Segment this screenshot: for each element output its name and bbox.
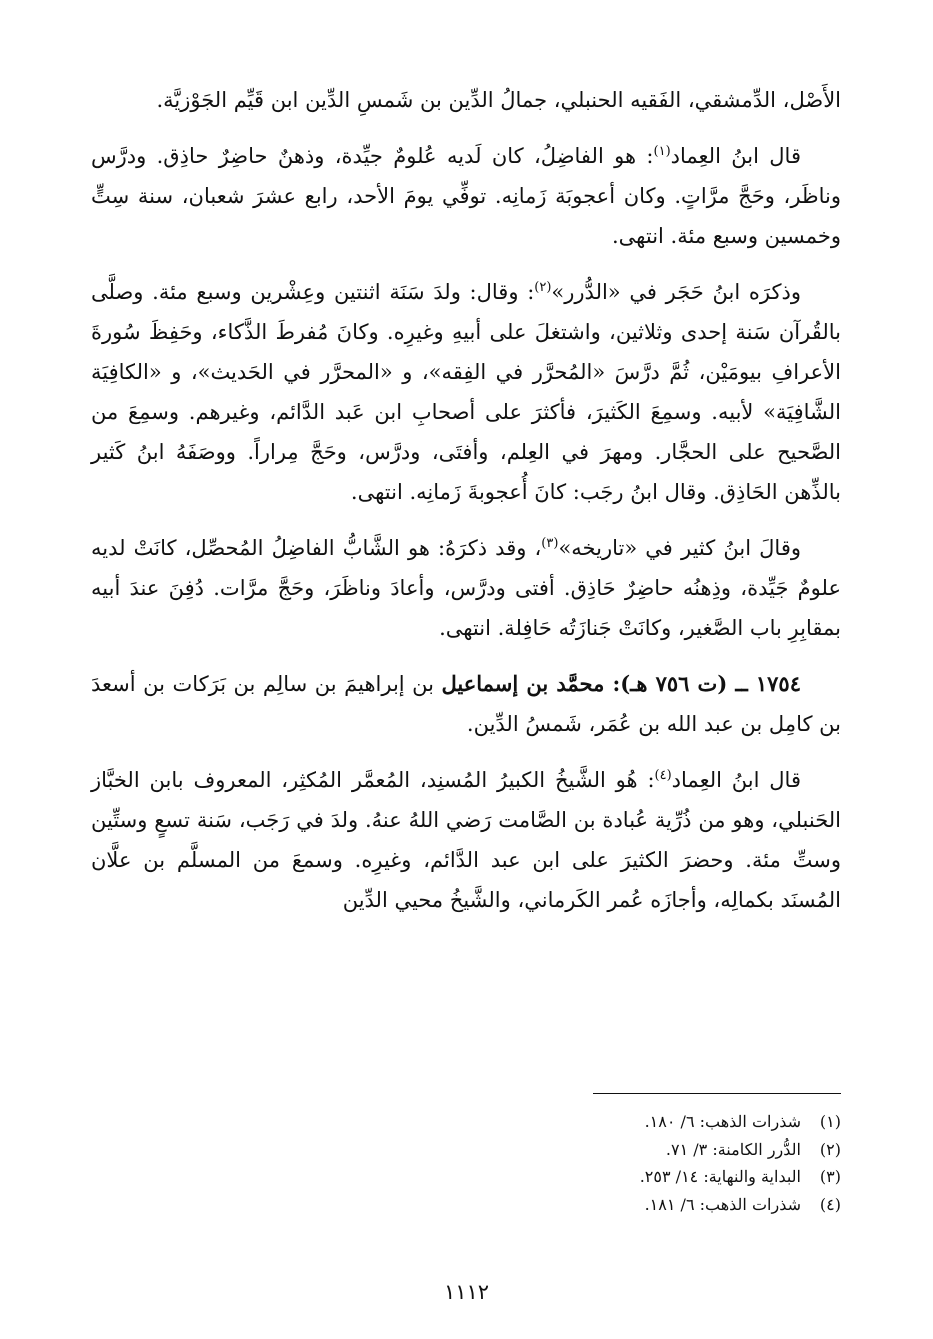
main-text [91,80,841,920]
footnote-number: (٢) [819,1139,841,1159]
paragraph-text: قال ابنُ العِماد [671,768,801,792]
footnote-4 [341,1191,841,1219]
footnote-number: (٤) [819,1194,841,1214]
paragraph-text: : هُو الشَّيخُ الكبيرُ المُسنِد، المُعمَّر المُكثِر، المعروف بابن الخبَّاز الحَنبلي، وهو من ذُرِّية عُبادة بن الصَّامت رَضي اللهُ عنهُ. ولدَ في رَجَب، سَنة تسعٍ وستِّين وستِّ مئة. وحضرَ الكثيرَ على ابن عبد الدَّائم، وغيرِه. وسمعَ من المسلَّم بن علَّان المُسنَد بكمالِه، وأجازَه عُمر الكَرماني، والشَّيخُ محيي الدِّين [91,768,841,912]
footnote-text: الدُّرر الكامنة: ٣/ ٧١. [665,1139,801,1159]
footnote-divider [593,1093,841,1094]
footnote-1 [341,1108,841,1136]
footnote-text: شذرات الذهب: ٦/ ١٨٠. [644,1112,801,1131]
footnote-ref-1: (١) [653,144,671,159]
paragraph-text: وذكرَه ابنُ حَجَر في «الدُّرر» [551,280,801,304]
paragraph-text: : وقال: ولدَ سَنَة اثنتين وعِشْرين وسبع مئة. وصلَّى بالقُرآن سَنة إحدى وثلاثين، واشتغلَ على أبيهِ وغيرِه. وكانَ مُفرطَ الذَّكاء، وحَفِظَ سُورةَ الأعرافِ بيومَيْن، ثُمَّ درَّسَ «المُحرَّر في الفِقه»، و «المحرَّر في الحَديث»، و «الكافِيَة الشَّافِيَة» لأبيه. وسمِعَ الكَثيرَ، فأكثرَ على أصحابِ ابن عَبد الدَّائم، وغيرهم. وسمِعَ من الصَّحيح على الحجَّار. ومهرَ في العِلم، وأفتَى، ودرَّس، وحَجَّ مِراراً. ووصَفَهُ ابنُ كَثير بالذِّهن الحَاذِق. وقال ابنُ رجَب: كانَ أُعجوبةَ زَمانِه. انتهى. [91,280,841,504]
footnote-number: (١) [819,1112,841,1131]
paragraph-text: الأَصْل، الدِّمشقي، الفَقيه الحنبلي، جمالُ الدِّين بن شَمسِ الدِّين ابن قَيِّم الجَوْزيَّة. [156,88,841,112]
page-number: ١١١٢ [443,1280,490,1304]
footnote-ref-3: (٣) [541,536,559,551]
paragraph-text: ، وقد ذكرَهُ: هو الشَّابُّ الفاضِلُ المُحصِّل، كانَتْ لديه علومٌ جَيِّدة، وذِهنُه حاضِرٌ حَاذِق. أفتى ودرَّس، وأعادَ وناظَرَ، وحَجَّ مرَّات. دُفِنَ عندَ أبيه بمقابِرِ باب الصَّغير، وكانَتْ جَنازَتُه حَافِلة. انتهى. [91,536,841,640]
paragraph-6 [91,760,841,920]
paragraph-text: قال ابنُ العِماد [670,144,801,168]
footnote-text: البداية والنهاية: ١٤/ ٢٥٣. [639,1167,801,1186]
footnote-number: (٣) [819,1167,841,1186]
paragraph-2 [91,136,841,256]
entry-heading: ١٧٥٤ ــ (ت ٧٥٦ هـ): محمَّد بن إسماعيل [441,671,801,696]
paragraph-text: : هو الفاضِلُ، كان لَديه عُلومٌ جيِّدة، وذهنٌ حاضِرٌ حاذِق. ودرَّس وناظَر، وحَجَّ مرَّاتٍ. وكان أعجوبَة زَمانِه. توفِّي يومَ الأحد، رابع عشرَ شعبان، سنة سِتٍّ وخمسين وسبع مئة. انتهى. [91,144,841,248]
footnote-2 [341,1136,841,1164]
paragraph-text: بن إبراهيمَ بن سالِم بن بَرَكات بن أسعدَ بن كامِل بن عبد الله بن عُمَر، شَمسُ الدِّين. [91,672,841,736]
footnote-ref-2: (٢) [534,280,552,295]
paragraph-3 [91,272,841,512]
footnote-text: شذرات الذهب: ٦/ ١٨١. [644,1194,801,1214]
paragraph-text: وقالَ ابنُ كثير في «تاريخه» [558,536,801,560]
footnote-ref-4: (٤) [654,768,672,783]
footnotes [341,1108,841,1218]
entry-1754 [91,664,841,744]
footnote-3 [341,1163,841,1191]
paragraph-4 [91,528,841,648]
paragraph-1 [91,80,841,120]
